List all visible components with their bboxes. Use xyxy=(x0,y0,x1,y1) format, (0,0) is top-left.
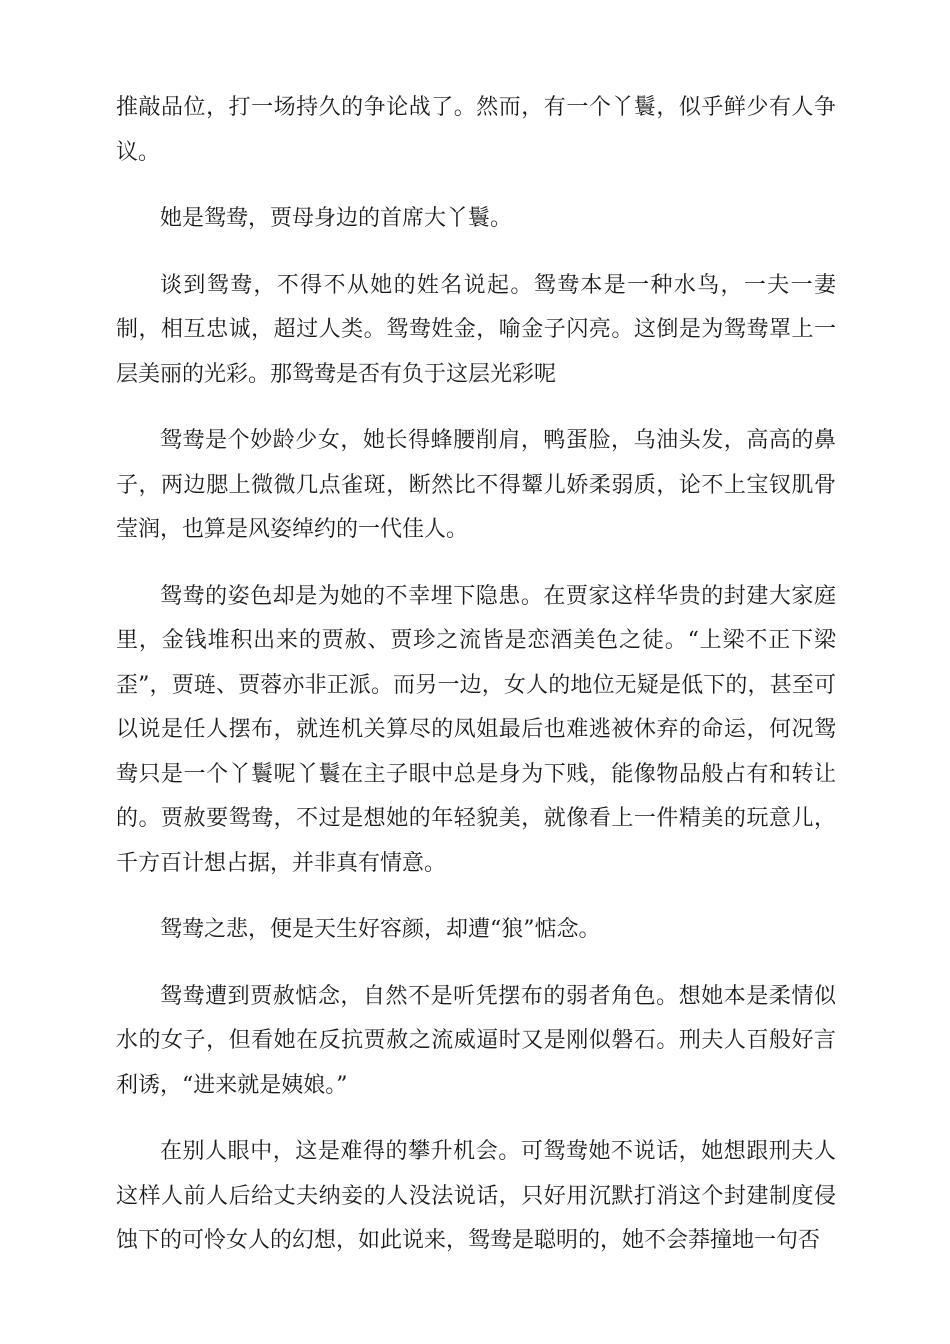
paragraph-6: 鸳鸯之悲，便是天生好容颜，却遭“狼”惦念。 xyxy=(160,917,601,942)
paragraph-8: 在别人眼中，这是难得的攀升机会。可鸳鸯她不说话，她想跟刑夫人这样人前人后给丈夫纳妾的人没法说话，只好用沉默打消这个封建制度侵蚀下的可怜女人的幻想，如此说来，鸳鸯是聪明的，她不会莽撞地一句否 xyxy=(116,1139,836,1253)
paragraph-4: 鸳鸯是个妙龄少女，她长得蜂腰削肩，鸭蛋脸，乌油头发，高高的鼻子，两边腮上微微几点雀斑，断然比不得颦儿娇柔弱质，论不上宝钗肌骨莹润，也算是风姿绰约的一代佳人。 xyxy=(116,428,836,542)
paragraph-7: 鸳鸯遭到贾赦惦念，自然不是听凭摆布的弱者角色。想她本是柔情似水的女子，但看她在反抗贾赦之流威逼时又是刚似磐石。刑夫人百般好言利诱，“进来就是姨娘。” xyxy=(116,983,836,1098)
paragraph-5: 鸳鸯的姿色却是为她的不幸埋下隐患。在贾家这样华贵的封建大家庭里，金钱堆积出来的贾赦、贾珍之流皆是恋酒美色之徒。“上梁不正下梁歪”，贾琏、贾蓉亦非正派。而另一边，女人的地位无疑是低下的，甚至可以说是任人摆布，就连机关算尽的凤姐最后也难逃被休弃的命运，何况鸳鸯只是一个丫鬟呢丫鬟在主子眼中总是身为下贱，能像物品般占有和转让的。贾赦要鸳鸯，不过是想她的年轻貌美，就像看上一件精美的玩意儿，千方百计想占据，并非真有情意。 xyxy=(116,583,836,876)
paragraph-1: 推敲品位，打一场持久的争论战了。然而，有一个丫鬟，似乎鲜少有人争议。 xyxy=(116,95,836,165)
paragraph-3: 谈到鸳鸯，不得不从她的姓名说起。鸳鸯本是一种水鸟，一夫一妻制，相互忠诚，超过人类。鸳鸯姓金，喻金子闪亮。这倒是为鸳鸯罩上一层美丽的光彩。那鸳鸯是否有负于这层光彩呢 xyxy=(116,272,836,387)
paragraph-2: 她是鸳鸯，贾母身边的首席大丫鬟。 xyxy=(160,206,513,231)
document-body xyxy=(116,86,836,1286)
